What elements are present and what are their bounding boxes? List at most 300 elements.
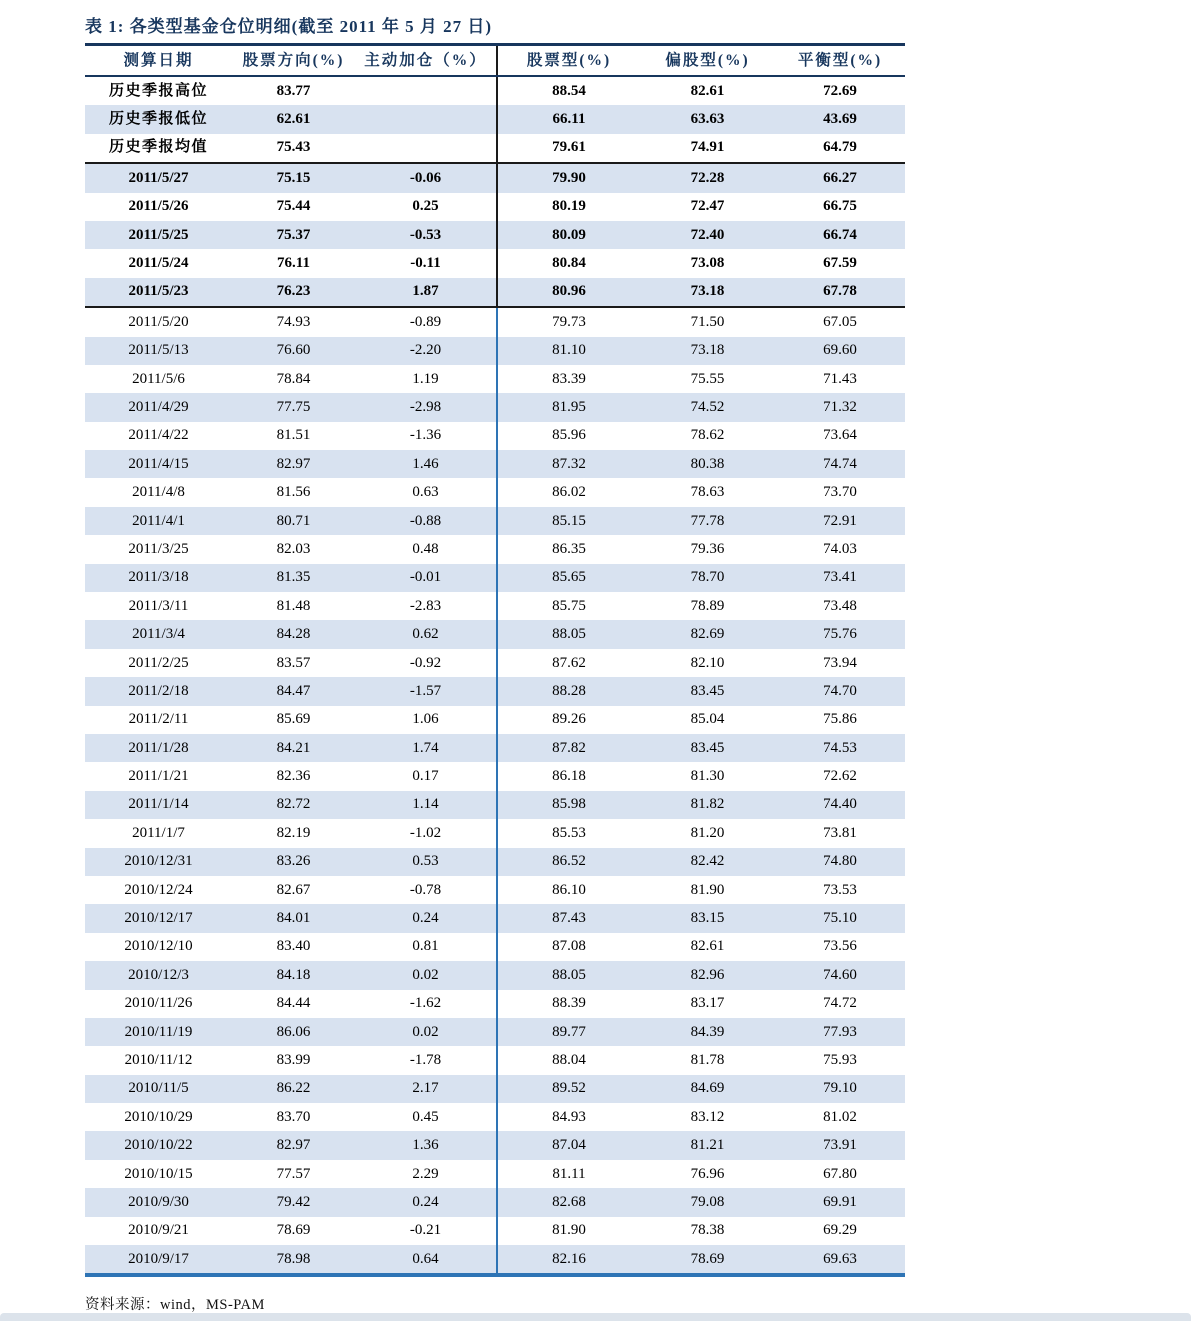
active-adjust-cell: -0.88: [355, 507, 497, 535]
equity-direction-cell: 81.51: [276, 427, 311, 444]
active-adjust-cell: 0.63: [412, 484, 439, 501]
table-row: [85, 1075, 905, 1103]
equity-direction-cell: 83.57: [276, 654, 311, 671]
equity-direction-cell: 75.15: [232, 163, 355, 192]
partial-equity-type-cell: 72.47: [690, 198, 725, 215]
equity-type-cell: 87.82: [497, 734, 640, 762]
equity-type-cell: 81.90: [497, 1217, 640, 1245]
equity-type-cell: 85.15: [497, 507, 640, 535]
table-row: [85, 393, 905, 421]
active-adjust-cell: 1.74: [355, 734, 497, 762]
equity-type-cell: 81.10: [497, 337, 640, 365]
date-cell: 2011/3/11: [128, 597, 189, 614]
active-adjust-cell: 0.25: [412, 198, 439, 215]
header-equity-direction: 股票方向(%): [232, 45, 355, 77]
equity-type-cell: 87.43: [497, 904, 640, 932]
table-row: [85, 422, 905, 450]
partial-equity-type-cell: 81.21: [640, 1131, 775, 1159]
date-cell: 历史季报低位: [85, 105, 232, 133]
table-row: [85, 365, 905, 393]
balanced-type-cell: 69.60: [775, 337, 905, 365]
partial-equity-type-cell: 78.69: [640, 1245, 775, 1275]
equity-type-cell: 86.18: [497, 762, 640, 790]
table-row: [85, 961, 905, 989]
data-source-note: 资料来源：wind，MS-PAM: [85, 1297, 265, 1314]
active-adjust-cell: 0.24: [355, 904, 497, 932]
date-cell: 2011/2/18: [85, 677, 232, 705]
active-adjust-cell: 0.17: [412, 768, 439, 785]
table-row: [85, 134, 905, 163]
active-adjust-cell: -0.11: [410, 255, 441, 272]
balanced-type-cell: 67.59: [823, 255, 857, 272]
balanced-type-cell: 72.69: [823, 82, 857, 99]
balanced-type-cell: 74.74: [775, 450, 905, 478]
balanced-type-cell: 69.63: [775, 1245, 905, 1275]
partial-equity-type-cell: 75.55: [690, 370, 725, 387]
date-cell: 2011/5/25: [85, 221, 232, 249]
table-row: [85, 1217, 905, 1245]
table-row: [85, 163, 905, 192]
partial-equity-type-cell: 82.42: [640, 848, 775, 876]
table-row: [85, 1103, 905, 1131]
header-partial-equity-type: 偏股型(%): [640, 45, 775, 77]
date-cell: 2011/4/29: [85, 393, 232, 421]
table-row: [85, 592, 905, 620]
partial-equity-type-cell: 81.78: [690, 1051, 725, 1068]
equity-direction-cell: 83.77: [276, 82, 311, 99]
date-cell: 2011/4/8: [132, 484, 185, 501]
active-adjust-cell: 1.46: [355, 450, 497, 478]
equity-type-cell: 84.93: [497, 1103, 640, 1131]
partial-equity-type-cell: 82.96: [640, 961, 775, 989]
partial-equity-type-cell: 85.04: [690, 711, 725, 728]
equity-direction-cell: 83.40: [276, 938, 311, 955]
partial-equity-type-cell: 72.40: [640, 221, 775, 249]
equity-direction-cell: 84.28: [232, 620, 355, 648]
date-cell: 2011/2/25: [128, 654, 189, 671]
equity-direction-cell: 82.72: [232, 791, 355, 819]
date-cell: 2011/5/13: [85, 337, 232, 365]
active-adjust-cell: -0.92: [409, 654, 442, 671]
table-row: [85, 1245, 905, 1275]
active-adjust-cell: -1.02: [409, 824, 442, 841]
date-cell: 2010/11/12: [124, 1051, 193, 1068]
active-adjust-cell: 0.53: [355, 848, 497, 876]
equity-type-cell: 86.52: [497, 848, 640, 876]
equity-type-cell: 81.95: [497, 393, 640, 421]
active-adjust-cell: 1.36: [355, 1131, 497, 1159]
equity-direction-cell: 84.44: [276, 995, 311, 1012]
equity-direction-cell: 84.47: [232, 677, 355, 705]
active-adjust-cell: 1.06: [412, 711, 439, 728]
balanced-type-cell: 73.81: [823, 824, 857, 841]
table-row: [85, 507, 905, 535]
active-adjust-cell: 0.48: [412, 540, 439, 557]
date-cell: 2010/9/30: [85, 1188, 232, 1216]
equity-direction-cell: 81.56: [276, 484, 311, 501]
equity-direction-cell: 83.99: [276, 1051, 311, 1068]
partial-equity-type-cell: 82.61: [690, 82, 725, 99]
balanced-type-cell: 69.91: [775, 1188, 905, 1216]
partial-equity-type-cell: 78.38: [690, 1222, 725, 1239]
active-adjust-cell: [355, 134, 497, 163]
balanced-type-cell: 43.69: [775, 105, 905, 133]
table-row: [85, 1046, 905, 1074]
partial-equity-type-cell: 71.50: [690, 313, 725, 330]
active-adjust-cell: -2.83: [409, 597, 442, 614]
balanced-type-cell: 73.91: [775, 1131, 905, 1159]
balanced-type-cell: 79.10: [775, 1075, 905, 1103]
header-date: 测算日期: [85, 45, 232, 77]
equity-direction-cell: 77.75: [232, 393, 355, 421]
balanced-type-cell: 77.93: [775, 1018, 905, 1046]
date-cell: 2011/4/22: [128, 427, 189, 444]
equity-type-cell: 80.84: [497, 249, 640, 277]
table-row: [85, 76, 905, 105]
table-row: [85, 1131, 905, 1159]
equity-direction-cell: 86.22: [232, 1075, 355, 1103]
equity-direction-cell: 79.42: [232, 1188, 355, 1216]
active-adjust-cell: -1.57: [355, 677, 497, 705]
balanced-type-cell: 72.91: [775, 507, 905, 535]
partial-equity-type-cell: 78.70: [640, 564, 775, 592]
table-row: [85, 535, 905, 563]
partial-equity-type-cell: 81.20: [690, 824, 725, 841]
page-bottom-divider: [0, 1313, 1191, 1321]
balanced-type-cell: 73.48: [823, 597, 857, 614]
date-cell: 2011/3/18: [85, 564, 232, 592]
fund-position-table: [85, 43, 905, 1277]
equity-direction-cell: 82.19: [276, 824, 311, 841]
equity-direction-cell: 76.11: [277, 255, 310, 272]
balanced-type-cell: 74.70: [775, 677, 905, 705]
balanced-type-cell: 66.27: [775, 163, 905, 192]
partial-equity-type-cell: 83.45: [640, 677, 775, 705]
equity-direction-cell: 83.26: [232, 848, 355, 876]
date-cell: 2010/12/10: [124, 938, 193, 955]
active-adjust-cell: -0.21: [409, 1222, 442, 1239]
partial-equity-type-cell: 82.10: [690, 654, 725, 671]
equity-type-cell: 87.04: [497, 1131, 640, 1159]
equity-type-cell: 86.02: [497, 478, 640, 506]
balanced-type-cell: 75.93: [823, 1051, 857, 1068]
date-cell: 2010/12/31: [85, 848, 232, 876]
equity-type-cell: 80.09: [497, 221, 640, 249]
equity-type-cell: 81.11: [497, 1160, 640, 1188]
active-adjust-cell: -1.36: [409, 427, 442, 444]
equity-type-cell: 85.53: [497, 819, 640, 847]
equity-direction-cell: 84.21: [232, 734, 355, 762]
date-cell: 2011/3/25: [128, 540, 189, 557]
equity-direction-cell: 82.97: [232, 450, 355, 478]
equity-direction-cell: 75.37: [232, 221, 355, 249]
table-row: [85, 1018, 905, 1046]
balanced-type-cell: 75.76: [775, 620, 905, 648]
date-cell: 历史季报均值: [85, 134, 232, 163]
date-cell: 2011/4/1: [85, 507, 232, 535]
balanced-type-cell: 81.02: [823, 1108, 857, 1125]
balanced-type-cell: 64.79: [775, 134, 905, 163]
equity-direction-cell: 78.98: [232, 1245, 355, 1275]
active-adjust-cell: 1.14: [355, 791, 497, 819]
partial-equity-type-cell: 83.17: [690, 995, 725, 1012]
table-row: [85, 904, 905, 932]
table-row: [85, 249, 905, 277]
balanced-type-cell: 73.41: [775, 564, 905, 592]
partial-equity-type-cell: 73.18: [640, 278, 775, 307]
equity-direction-cell: 82.36: [276, 768, 311, 785]
partial-equity-type-cell: 72.28: [640, 163, 775, 192]
equity-type-cell: 88.28: [497, 677, 640, 705]
table-row: [85, 337, 905, 365]
table-row: [85, 649, 905, 677]
equity-direction-cell: 80.71: [232, 507, 355, 535]
date-cell: 2011/1/21: [128, 768, 189, 785]
active-adjust-cell: [355, 76, 497, 105]
equity-direction-cell: 85.69: [276, 711, 311, 728]
active-adjust-cell: 0.45: [412, 1108, 439, 1125]
table-row: [85, 307, 905, 336]
balanced-type-cell: 71.32: [775, 393, 905, 421]
date-cell: 2010/12/17: [85, 904, 232, 932]
equity-direction-cell: 82.67: [276, 881, 311, 898]
equity-type-cell: 85.98: [497, 791, 640, 819]
balanced-type-cell: 74.03: [823, 540, 857, 557]
equity-direction-cell: 75.43: [232, 134, 355, 163]
equity-type-cell: 89.77: [497, 1018, 640, 1046]
equity-direction-cell: 81.48: [276, 597, 311, 614]
date-cell: 2011/5/24: [128, 255, 189, 272]
table-row: [85, 762, 905, 790]
equity-type-cell: 88.05: [497, 961, 640, 989]
balanced-type-cell: 74.53: [775, 734, 905, 762]
header-active-adjust: 主动加仓（%）: [355, 45, 497, 77]
partial-equity-type-cell: 80.38: [640, 450, 775, 478]
date-cell: 2010/9/21: [128, 1222, 189, 1239]
table-row: [85, 876, 905, 904]
date-cell: 2011/5/20: [128, 313, 189, 330]
table-row: [85, 933, 905, 961]
equity-type-cell: 66.11: [497, 105, 640, 133]
partial-equity-type-cell: 83.15: [640, 904, 775, 932]
active-adjust-cell: 0.62: [355, 620, 497, 648]
header-row: [85, 45, 905, 77]
table-row: [85, 564, 905, 592]
table-row: [85, 734, 905, 762]
equity-direction-cell: 77.57: [276, 1165, 311, 1182]
table-row: [85, 990, 905, 1018]
active-adjust-cell: [355, 105, 497, 133]
balanced-type-cell: 74.60: [775, 961, 905, 989]
date-cell: 2010/12/3: [85, 961, 232, 989]
equity-type-cell: 85.75: [497, 592, 640, 620]
active-adjust-cell: 0.64: [355, 1245, 497, 1275]
active-adjust-cell: 0.81: [412, 938, 439, 955]
equity-type-cell: 83.39: [497, 365, 640, 393]
balanced-type-cell: 73.64: [823, 427, 857, 444]
table-row: [85, 450, 905, 478]
partial-equity-type-cell: 79.08: [640, 1188, 775, 1216]
partial-equity-type-cell: 78.63: [690, 484, 725, 501]
balanced-type-cell: 67.78: [775, 278, 905, 307]
equity-direction-cell: 82.03: [276, 540, 311, 557]
equity-type-cell: 85.65: [497, 564, 640, 592]
balanced-type-cell: 71.43: [823, 370, 857, 387]
table-row: [85, 105, 905, 133]
partial-equity-type-cell: 73.08: [690, 255, 725, 272]
partial-equity-type-cell: 63.63: [640, 105, 775, 133]
equity-direction-cell: 78.69: [276, 1222, 311, 1239]
balanced-type-cell: 73.94: [823, 654, 857, 671]
balanced-type-cell: 72.62: [823, 768, 857, 785]
balanced-type-cell: 74.80: [775, 848, 905, 876]
date-cell: 2011/5/27: [85, 163, 232, 192]
equity-type-cell: 88.05: [497, 620, 640, 648]
active-adjust-cell: 2.17: [355, 1075, 497, 1103]
equity-type-cell: 89.26: [497, 706, 640, 734]
date-cell: 2011/1/7: [132, 824, 185, 841]
equity-type-cell: 88.54: [497, 76, 640, 105]
balanced-type-cell: 66.75: [823, 198, 857, 215]
balanced-type-cell: 73.56: [823, 938, 857, 955]
date-cell: 2010/9/17: [85, 1245, 232, 1275]
table-row: [85, 278, 905, 307]
date-cell: 2010/11/5: [85, 1075, 232, 1103]
date-cell: 2011/5/26: [128, 198, 189, 215]
active-adjust-cell: 1.19: [412, 370, 439, 387]
partial-equity-type-cell: 81.82: [640, 791, 775, 819]
equity-type-cell: 85.96: [497, 422, 640, 450]
date-cell: 2011/4/15: [85, 450, 232, 478]
equity-type-cell: 88.39: [497, 990, 640, 1018]
equity-direction-cell: 75.44: [276, 198, 311, 215]
active-adjust-cell: -1.78: [409, 1051, 442, 1068]
date-cell: 2011/5/23: [85, 278, 232, 307]
equity-type-cell: 87.08: [497, 933, 640, 961]
balanced-type-cell: 66.74: [775, 221, 905, 249]
date-cell: 2011/3/4: [85, 620, 232, 648]
date-cell: 2010/10/29: [124, 1108, 193, 1125]
partial-equity-type-cell: 82.69: [640, 620, 775, 648]
equity-type-cell: 87.32: [497, 450, 640, 478]
partial-equity-type-cell: 81.90: [690, 881, 725, 898]
partial-equity-type-cell: 79.36: [690, 540, 725, 557]
partial-equity-type-cell: 83.12: [690, 1108, 725, 1125]
table-row: [85, 1188, 905, 1216]
equity-type-cell: 89.52: [497, 1075, 640, 1103]
equity-direction-cell: 74.93: [276, 313, 311, 330]
active-adjust-cell: -0.06: [355, 163, 497, 192]
balanced-type-cell: 67.05: [823, 313, 857, 330]
table-row: [85, 819, 905, 847]
equity-direction-cell: 76.60: [232, 337, 355, 365]
date-cell: 历史季报高位: [108, 82, 208, 99]
active-adjust-cell: -0.78: [409, 881, 442, 898]
active-adjust-cell: 0.24: [355, 1188, 497, 1216]
table-row: [85, 1160, 905, 1188]
equity-type-cell: 79.90: [497, 163, 640, 192]
partial-equity-type-cell: 82.61: [690, 938, 725, 955]
table-row: [85, 478, 905, 506]
active-adjust-cell: -0.53: [355, 221, 497, 249]
active-adjust-cell: -0.89: [409, 313, 442, 330]
partial-equity-type-cell: 74.52: [640, 393, 775, 421]
equity-type-cell: 86.35: [497, 535, 640, 563]
date-cell: 2011/5/6: [132, 370, 185, 387]
date-cell: 2010/11/26: [124, 995, 193, 1012]
table-row: [85, 791, 905, 819]
balanced-type-cell: 67.80: [823, 1165, 857, 1182]
partial-equity-type-cell: 81.30: [690, 768, 725, 785]
partial-equity-type-cell: 78.89: [690, 597, 725, 614]
equity-direction-cell: 62.61: [232, 105, 355, 133]
balanced-type-cell: 75.86: [823, 711, 857, 728]
equity-direction-cell: 84.18: [232, 961, 355, 989]
table-row: [85, 221, 905, 249]
table-row: [85, 193, 905, 221]
equity-type-cell: 82.68: [497, 1188, 640, 1216]
active-adjust-cell: 0.02: [355, 1018, 497, 1046]
balanced-type-cell: 73.70: [823, 484, 857, 501]
table-row: [85, 677, 905, 705]
active-adjust-cell: -0.01: [355, 564, 497, 592]
date-cell: 2011/2/11: [128, 711, 189, 728]
partial-equity-type-cell: 84.69: [640, 1075, 775, 1103]
balanced-type-cell: 74.72: [823, 995, 857, 1012]
table-row: [85, 848, 905, 876]
table-body: [85, 76, 905, 1275]
equity-direction-cell: 82.97: [232, 1131, 355, 1159]
date-cell: 2010/10/22: [85, 1131, 232, 1159]
table-header: [85, 45, 905, 77]
partial-equity-type-cell: 83.45: [640, 734, 775, 762]
balanced-type-cell: 73.53: [823, 881, 857, 898]
equity-direction-cell: 81.35: [232, 564, 355, 592]
equity-type-cell: 79.73: [497, 307, 640, 336]
balanced-type-cell: 74.40: [775, 791, 905, 819]
partial-equity-type-cell: 76.96: [690, 1165, 725, 1182]
active-adjust-cell: 2.29: [412, 1165, 439, 1182]
report-table-section: [85, 12, 907, 1314]
equity-type-cell: 80.19: [497, 193, 640, 221]
table-title: 表 1: 各类型基金仓位明细(截至 2011 年 5 月 27 日): [85, 17, 493, 36]
date-cell: 2010/12/24: [124, 881, 193, 898]
date-cell: 2010/10/15: [124, 1165, 193, 1182]
equity-direction-cell: 86.06: [232, 1018, 355, 1046]
date-cell: 2011/1/14: [85, 791, 232, 819]
balanced-type-cell: 75.10: [775, 904, 905, 932]
equity-type-cell: 87.62: [497, 649, 640, 677]
equity-direction-cell: 84.01: [232, 904, 355, 932]
partial-equity-type-cell: 78.62: [690, 427, 725, 444]
equity-type-cell: 82.16: [497, 1245, 640, 1275]
partial-equity-type-cell: 84.39: [640, 1018, 775, 1046]
date-cell: 2011/1/28: [85, 734, 232, 762]
balanced-type-cell: 69.29: [823, 1222, 857, 1239]
equity-type-cell: 79.61: [497, 134, 640, 163]
equity-type-cell: 80.96: [497, 278, 640, 307]
active-adjust-cell: 1.87: [355, 278, 497, 307]
active-adjust-cell: -1.62: [409, 995, 442, 1012]
equity-direction-cell: 76.23: [232, 278, 355, 307]
equity-type-cell: 88.04: [497, 1046, 640, 1074]
active-adjust-cell: -2.98: [355, 393, 497, 421]
date-cell: 2010/11/19: [85, 1018, 232, 1046]
header-equity-type: 股票型(%): [497, 45, 640, 77]
header-balanced-type: 平衡型(%): [775, 45, 905, 77]
equity-type-cell: 86.10: [497, 876, 640, 904]
partial-equity-type-cell: 77.78: [640, 507, 775, 535]
